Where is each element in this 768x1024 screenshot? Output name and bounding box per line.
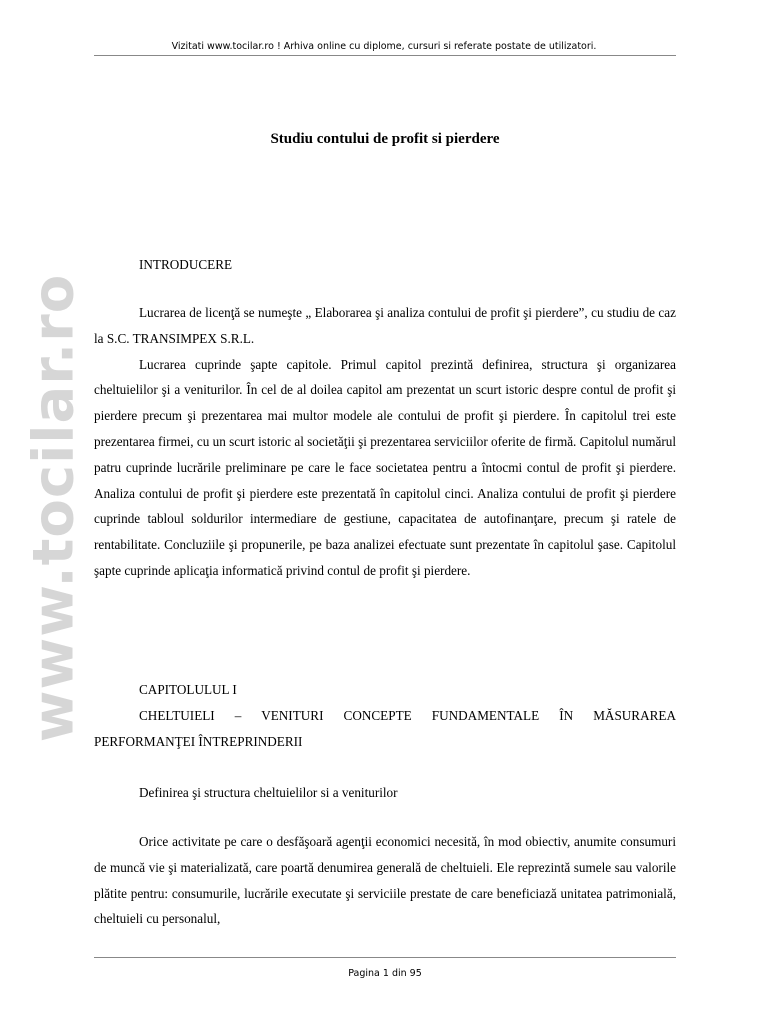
section-body	[94, 829, 676, 932]
section-title: Definirea şi structura cheltuielilor si a veniturilor	[139, 785, 398, 800]
chapter-heading-block	[94, 677, 676, 754]
page-number: Pagina 1 din 95	[348, 968, 422, 979]
section-paragraph: Orice activitate pe care o desfăşoară agenţii economici necesită, în mod obiectiv, anumite consumuri de muncă vie şi materializată, care poartă denumirea generală de cheltuieli. Ele reprezintă sumele sau valorile plătite pentru: consumurile, lucrările executate şi serviciile prestate de care beneficiază unitatea patrimonială, cheltuieli cu personalul,	[94, 834, 676, 927]
intro-body	[94, 300, 676, 584]
chapter-label: CAPITOLULUL I	[139, 682, 237, 697]
intro-paragraph: Lucrarea cuprinde şapte capitole. Primul capitol prezintă definirea, structura şi organizarea cheltuielilor şi a veniturilor. În cel de al doilea capitol am prezentat un scurt istoric despre contul de profit şi pierdere precum şi prezentarea mai multor modele ale contului de profit şi pierdere. În capitolul trei este prezentarea firmei, cu un scurt istoric al societăţii şi prezentarea serviciilor oferite de firmă. Capitolul numărul patru cuprinde lucrările preliminare pe care le face societatea pentru a întocmi contul de profit şi pierdere. Analiza contului de profit şi pierdere este prezentată în capitolul cinci. Analiza contului de profit şi pierdere cuprinde tabloul soldurilor intermediare de gestiune, capacitatea de autofinanţare, precum şi ratele de rentabilitate. Concluziile şi propunerile, pe baza analizei efectuate sunt prezentate în capitolul şase. Capitolul şapte cuprinde aplicaţia informatică privind contul de profit şi pierdere.	[94, 356, 676, 578]
watermark: www.tocilar.ro	[21, 273, 87, 743]
intro-heading: INTRODUCERE	[139, 257, 233, 272]
intro-section	[94, 252, 676, 278]
footer-rule	[94, 957, 676, 958]
section-heading-block	[94, 780, 676, 806]
chapter-title: CHELTUIELI – VENITURI CONCEPTE FUNDAMENTALE ÎN MĂSURAREA PERFORMANŢEI ÎNTREPRINDERII	[94, 707, 676, 749]
document-title: Studiu contului de profit si pierdere	[270, 131, 500, 147]
intro-paragraph: Lucrarea de licenţă se numeşte „ Elaborarea şi analiza contului de profit şi pierdere”, cu studiu de caz la S.C. TRANSIMPEX S.R.L.	[94, 305, 676, 346]
page-header: Vizitati www.tocilar.ro ! Arhiva online cu diplome, cursuri si referate postate de utilizatori.	[171, 41, 597, 52]
header-rule	[94, 55, 676, 56]
